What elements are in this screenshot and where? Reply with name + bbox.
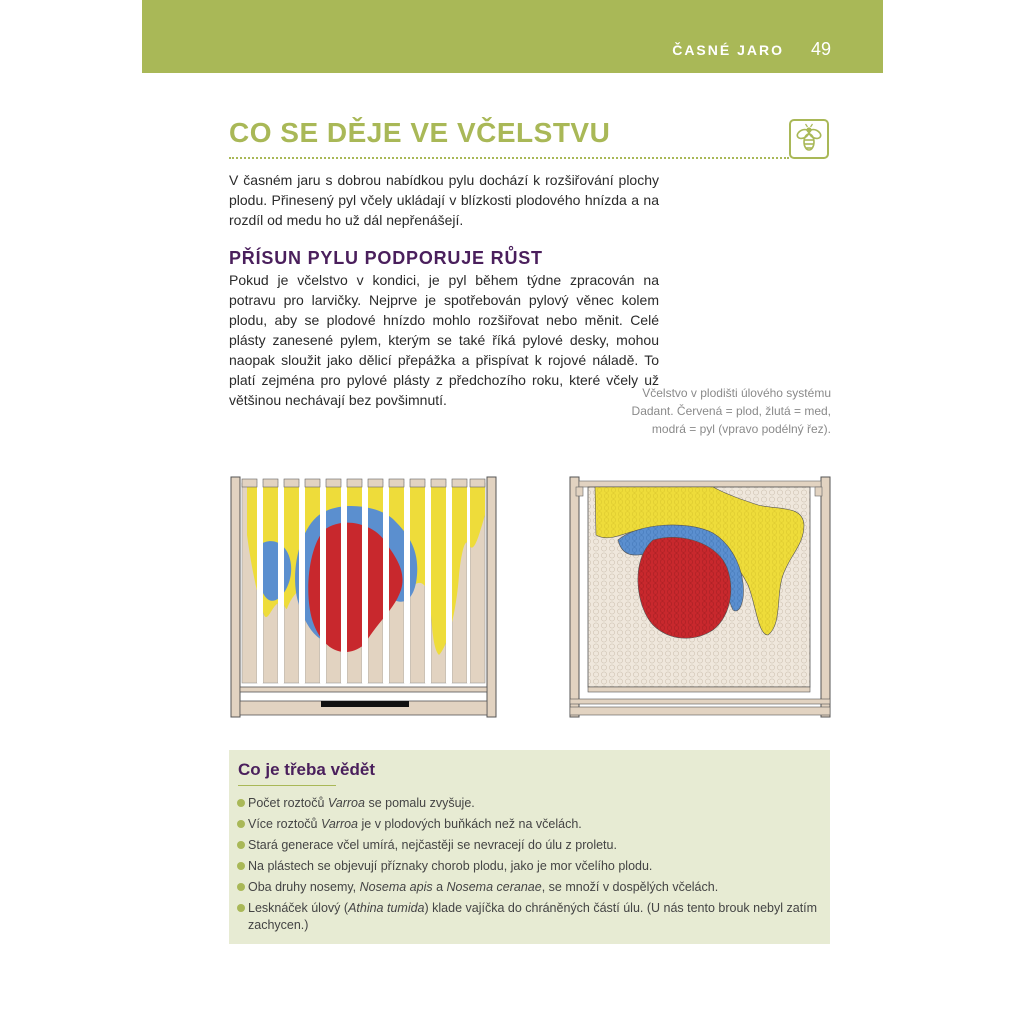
list-item: Lesknáček úlový (Athina tumida) klade vajíčka do chráněných částí úlu. (U nás tento brouk nebyl zatím zachycen.) [237, 900, 822, 934]
page-title: CO SE DĚJE VE VČELSTVU [229, 117, 611, 148]
bullet-dot-icon [237, 862, 245, 870]
bullet-dot-icon [237, 799, 245, 807]
header-band [142, 0, 883, 73]
bullet-dot-icon [237, 820, 245, 828]
page-number: 49 [811, 39, 832, 59]
bullet-dot-icon [237, 883, 245, 891]
info-box-title: Co je třeba vědět [238, 760, 375, 779]
hive-section-diagram [568, 475, 832, 725]
info-box [229, 750, 830, 944]
body-paragraph: Pokud je včelstvo v kondici, je pyl během týdne zpracován na potravu pro larvičky. Nejprve je spotřebován pylový věnec kolem plodu, aby se plodové hnízdo mohlo rozšiřovat nebo měnit. Celé plásty zanesené pylem, kterým se také říká pylové desky, mohou naopak sloužit jako dělicí přepážka a přispívat k rojové náladě. To platí zejména pro pylové plásty z předchozího roku, které včely už většinou nechávají bez povšimnutí. [229, 272, 659, 408]
title-divider [229, 157, 789, 159]
list-item: Na plástech se objevují příznaky chorob plodu, jako je mor včelího plodu. [237, 858, 822, 875]
list-item: Stará generace včel umírá, nejčastěji se nevracejí do úlu z proletu. [237, 837, 822, 854]
section-label: ČASNÉ JARO [672, 42, 784, 58]
info-box-divider [238, 785, 336, 786]
bullet-dot-icon [237, 904, 245, 912]
list-item: Více roztočů Varroa je v plodových buňkách než na včelách. [237, 816, 822, 833]
subheading: PŘÍSUN PYLU PODPORUJE RŮST [229, 248, 543, 268]
list-item: Oba druhy nosemy, Nosema apis a Nosema ceranae, se množí v dospělých včelách. [237, 879, 822, 896]
list-item: Počet roztočů Varroa se pomalu zvyšuje. [237, 795, 822, 812]
bee-icon [789, 119, 829, 159]
intro-paragraph: V časném jaru s dobrou nabídkou pylu dochází k rozšiřování plochy plodu. Přinesený pyl včely ukládají v blízkosti plodového hnízda a na rozdíl od medu ho už dál nepřenášejí. [229, 172, 659, 228]
figure-caption: Včelstvo v plodišti úlového systému Dadant. Červená = plod, žlutá = med, modrá = pyl (vpravo podélný řez). [631, 386, 831, 436]
bullet-dot-icon [237, 841, 245, 849]
hive-front-diagram [229, 475, 499, 725]
info-bullet-list [237, 795, 822, 938]
